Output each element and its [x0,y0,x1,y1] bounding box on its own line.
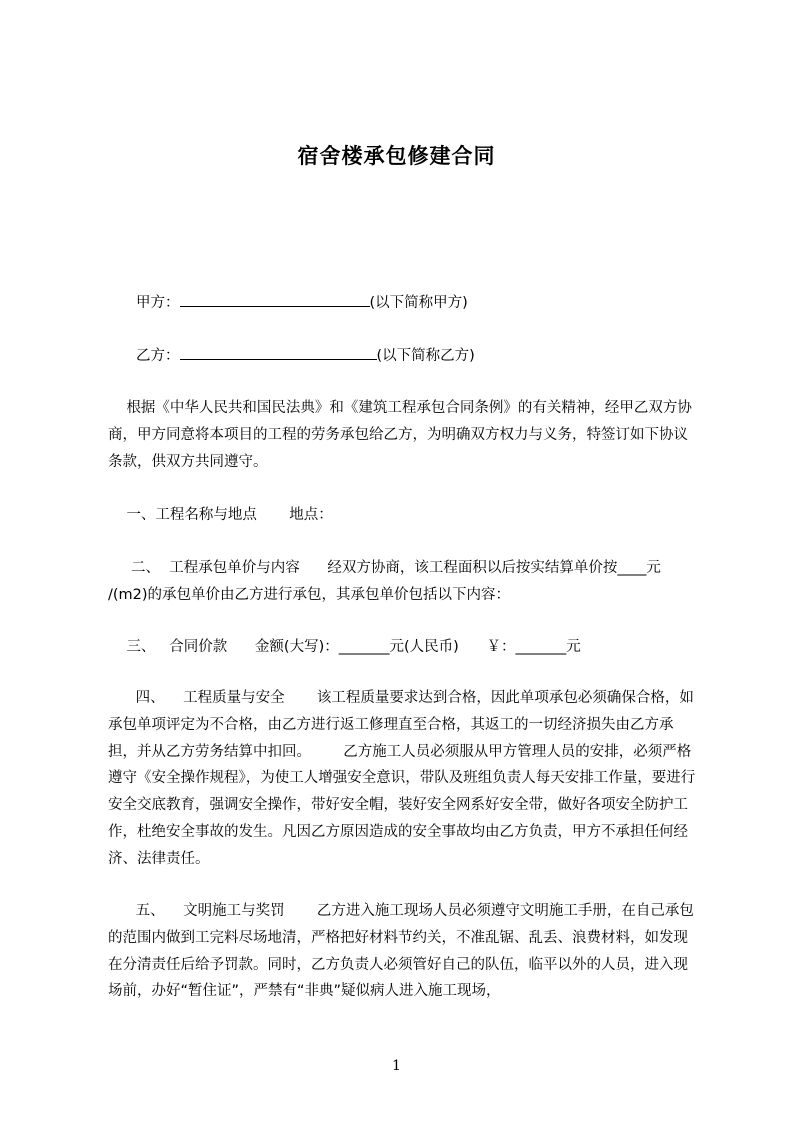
party-a-label: 甲方： [136,295,180,311]
document-title: 宿舍楼承包修建合同 [297,144,496,168]
party-a-blank [180,292,370,307]
party-b-suffix: (以下简称乙方) [376,348,475,364]
party-b-blank [180,345,377,360]
section-2-paragraph: 二、 工程承包单价与内容 经双方协商，该工程面积以后按实结算单价按____元 /(m2)的承包单价由乙方进行承包，其承包单价包括以下内容： [108,560,666,603]
preamble-paragraph: 根据《中华人民共和国民法典》和《建筑工程承包合同条例》的有关精神，经甲乙双方协商，甲方同意将本项目的工程的劳务承包给乙方，为明确双方权力与义务，特签订如下协议条款，供双方共同遵守。 [108,400,692,470]
section-5-paragraph: 五、 文明施工与奖罚 乙方进入施工现场人员必须遵守文明施工手册，在自己承包的范围内做到工完料尽场地清，严格把好材料节约关，不准乱锯、乱丢、浪费材料，如发现在分清责任后给予罚款。同时，乙方负责人必须管好自己的队伍，临平以外的人员，进入现场前，办好“暂住证”，严禁有“非典”疑似病人进入施工现场， [108,903,694,1000]
section-1-paragraph: 一、工程名称与地点 地点： [108,507,333,523]
page-number: 1 [392,1058,401,1074]
party-b-label: 乙方： [136,348,180,364]
section-4-paragraph: 四、 工程质量与安全 该工程质量要求达到合格，因此单项承包必须确保合格，如承包单项评定为不合格，由乙方进行返工修理直至合格，其返工的一切经济损失由乙方承担，并从乙方劳务结算中扣回。 乙方施工人员必须服从甲方管理人员的安排，必须严格遵守《安全操作规程》，为使工人增强安全意识，带队及班组负责人每天安排工作量，要进行安全交底教育，强调安全操作，带好安全帽，装好安全网系好安全带，做好各项安全防护工作，杜绝安全事故的发生。凡因乙方原因造成的安全事故均由乙方负责，甲方不承担任何经济、法律责任。 [108,690,696,867]
party-b-line [136,345,475,364]
party-a-suffix: (以下简称甲方) [369,295,468,311]
section-3-paragraph: 三、 合同价款 金额(大写)：_______元(人民币) ￥：_______元 [108,639,581,655]
party-a-line [136,292,468,311]
